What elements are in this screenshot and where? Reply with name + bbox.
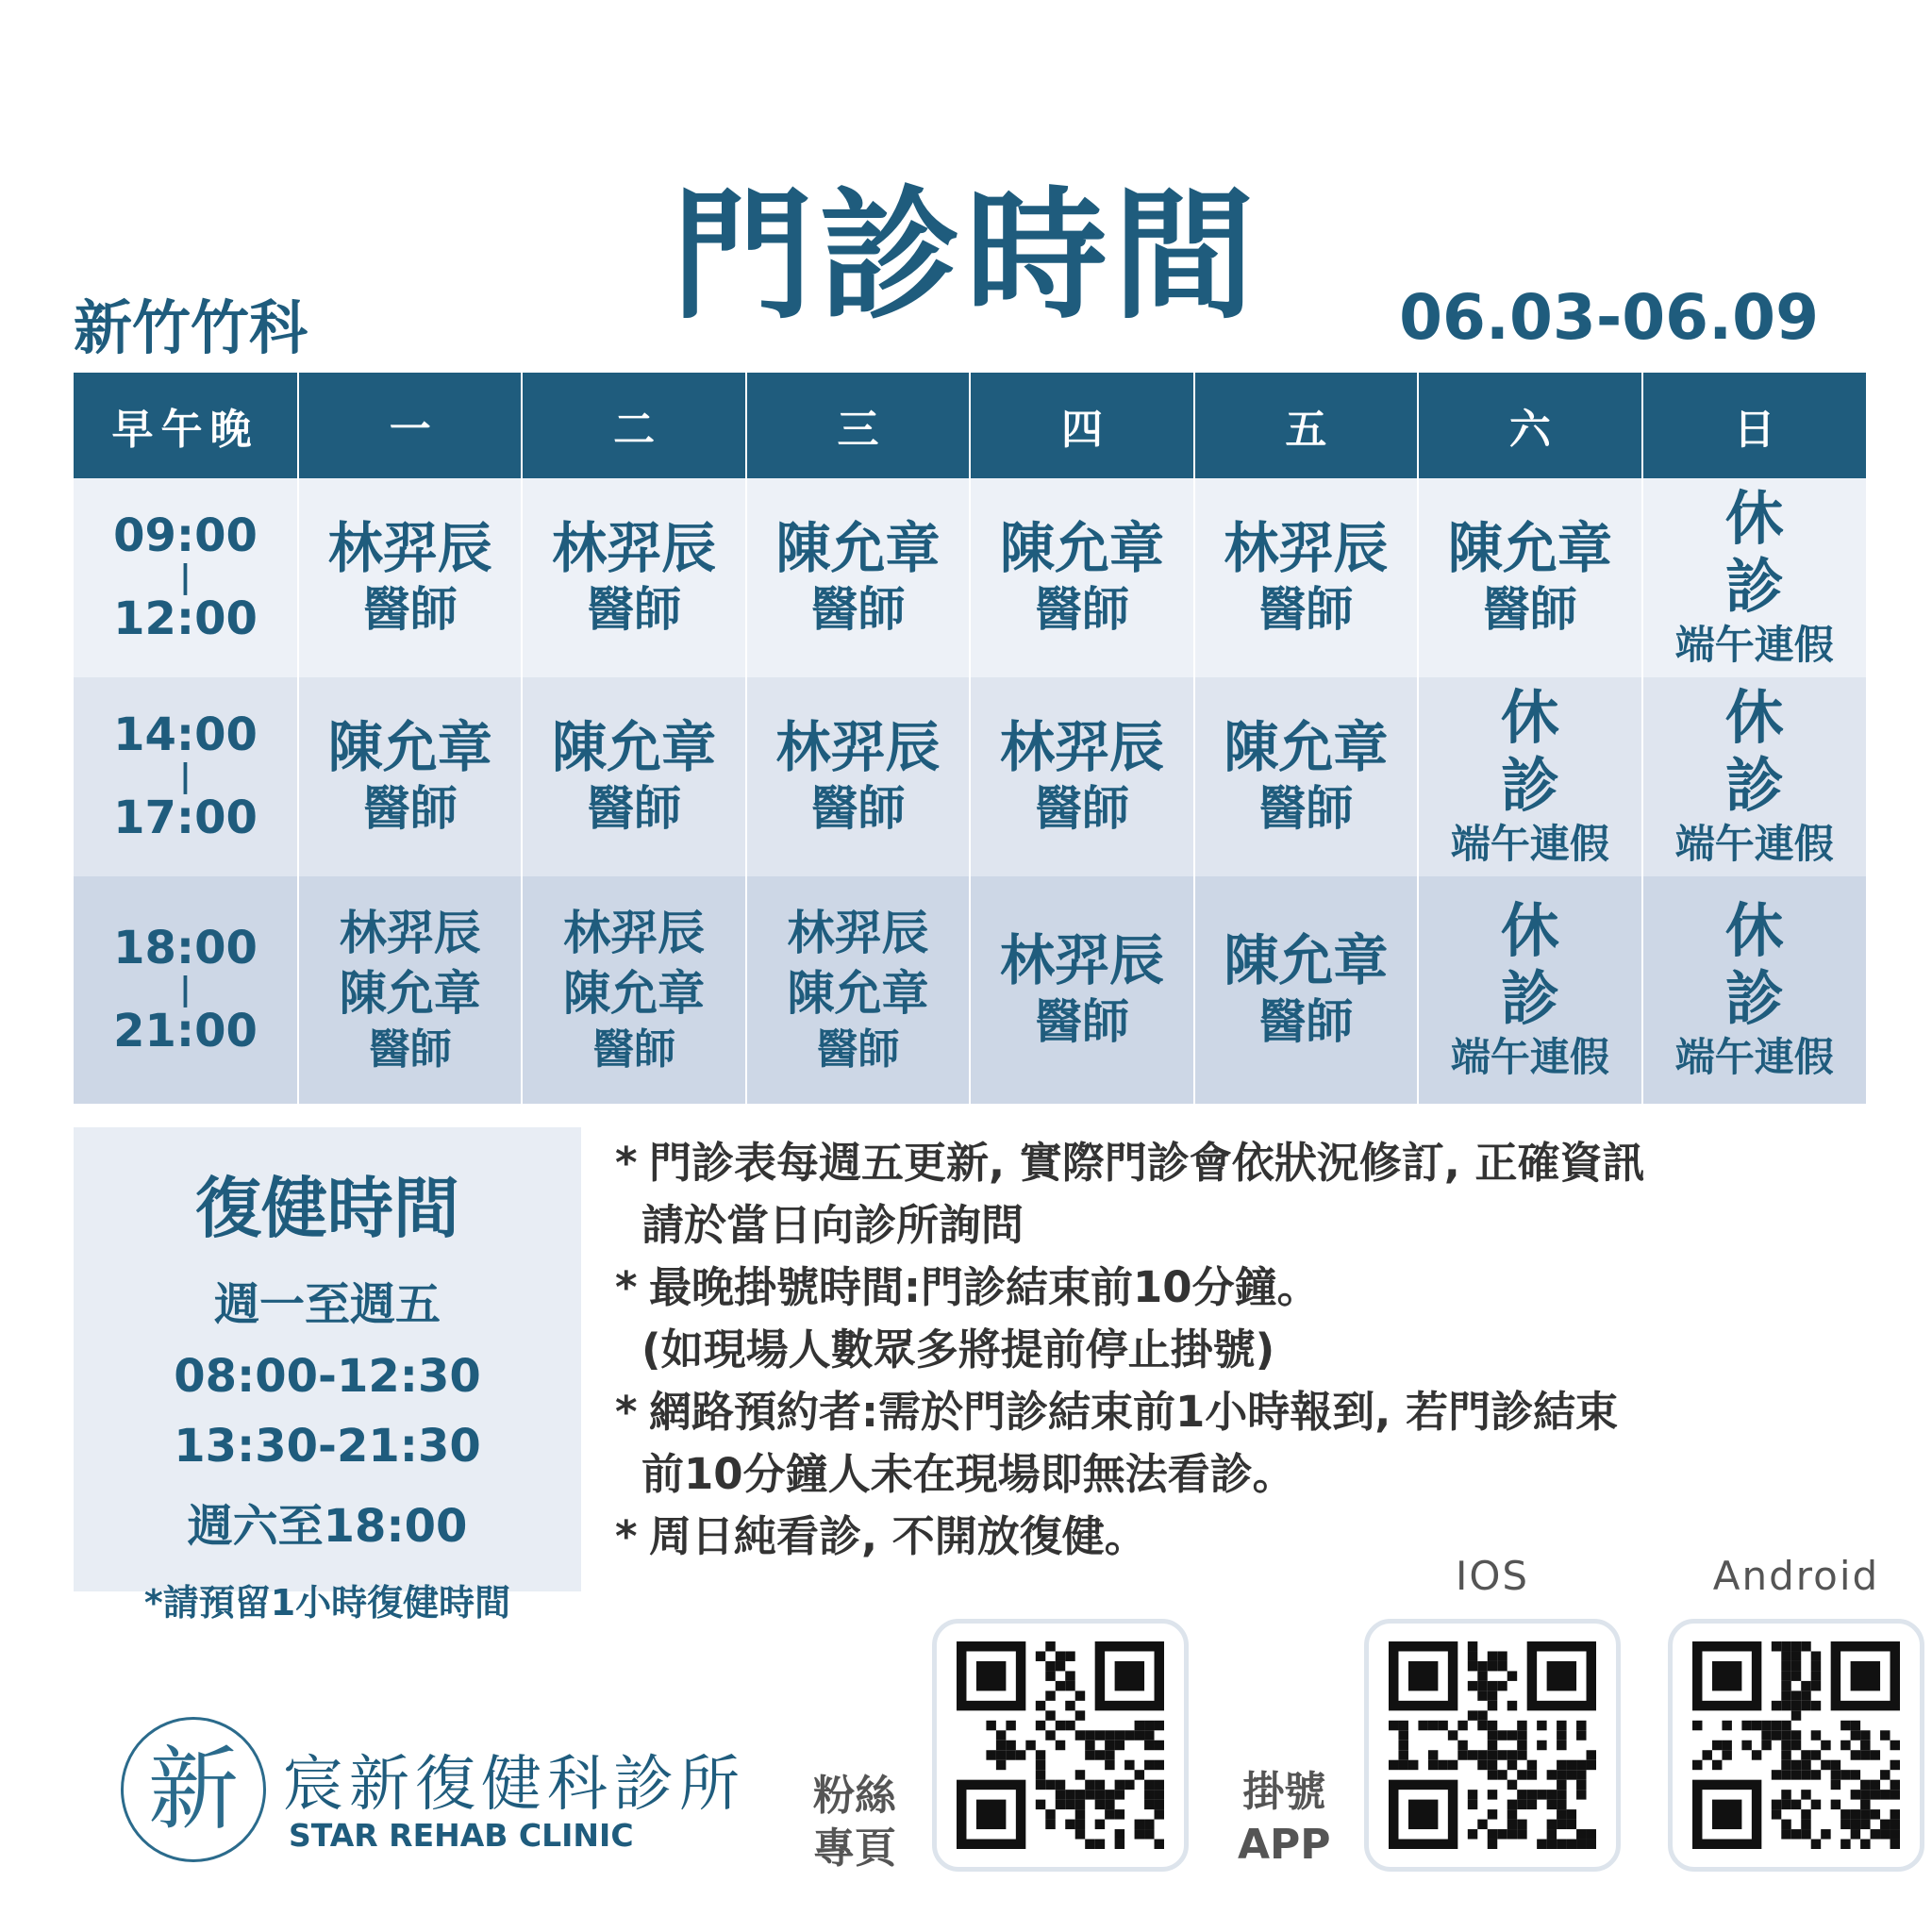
doctor-title: 醫師 [362, 781, 458, 837]
ios-qr[interactable] [1364, 1619, 1621, 1872]
rehab-note: *請預留1小時復健時間 [143, 1582, 511, 1624]
schedule-cell [970, 876, 1193, 1104]
doctor-name: 陳允章 [339, 966, 481, 1022]
note-bullet: * [615, 1511, 638, 1561]
app-label [1238, 1766, 1331, 1872]
app-label-line: 掛號 [1242, 1768, 1326, 1816]
doctor-title: 醫師 [1258, 994, 1354, 1050]
closed-label: 休診 [1500, 896, 1597, 1034]
note-text-cont: 請於當日向診所詢問 [641, 1200, 1024, 1250]
schedule-cell [970, 677, 1193, 876]
app-label-line: APP [1238, 1821, 1331, 1869]
doctor-title: 醫師 [816, 1025, 900, 1074]
schedule-cell [298, 876, 522, 1104]
schedule-cell [746, 677, 970, 876]
note-item [615, 1257, 1860, 1381]
table-row [74, 876, 1866, 1104]
doctor-name: 林羿辰 [999, 715, 1164, 780]
clinic-name-cn: 宸新復健科診所 [283, 1750, 745, 1820]
note-bullet: * [615, 1387, 638, 1437]
closed-reason: 端午連假 [1674, 622, 1834, 669]
closed-cell [1418, 677, 1641, 876]
ios-label: IOS [1455, 1553, 1530, 1599]
note-text-cont: 前10分鐘人未在現場即無法看診。 [641, 1449, 1295, 1499]
fanpage-qr[interactable] [932, 1619, 1189, 1872]
closed-cell [1418, 876, 1641, 1104]
schedule-cell [522, 478, 745, 677]
fanpage-label-line: 專頁 [813, 1824, 896, 1873]
time-separator: | [179, 558, 192, 597]
schedule-cell [522, 876, 745, 1104]
doctor-title: 醫師 [1258, 781, 1354, 837]
schedule-cell [1418, 478, 1641, 677]
note-item [615, 1381, 1860, 1506]
time-slot [74, 876, 298, 1104]
note-bullet: * [615, 1262, 638, 1312]
doctor-name: 林羿辰 [1224, 516, 1389, 581]
schedule-cell [970, 478, 1193, 677]
time-end: 12:00 [113, 592, 258, 646]
doctor-name: 林羿辰 [552, 516, 717, 581]
note-text: 網路預約者:需於門診結束前1小時報到, 若門診結束 [649, 1387, 1619, 1437]
header-row [74, 373, 1866, 478]
doctor-name: 陳允章 [787, 966, 929, 1022]
doctor-name: 陳允章 [775, 516, 941, 581]
doctor-title: 醫師 [592, 1025, 676, 1074]
time-slot [74, 478, 298, 677]
note-text: 周日純看診, 不開放復健。 [649, 1511, 1147, 1561]
table-row [74, 677, 1866, 876]
time-slot [74, 677, 298, 876]
doctor-name: 林羿辰 [999, 928, 1164, 993]
time-end: 21:00 [113, 1005, 258, 1058]
doctor-name: 林羿辰 [327, 516, 492, 581]
schedule-cell [298, 478, 522, 677]
doctor-name: 陳允章 [552, 715, 717, 780]
doctor-title: 醫師 [368, 1025, 452, 1074]
doctor-name: 林羿辰 [563, 906, 706, 961]
note-text-cont: (如現場人數眾多將提前停止掛號) [641, 1324, 1275, 1374]
schedule-cell [1194, 478, 1418, 677]
time-start: 18:00 [113, 922, 258, 975]
note-text: 最晚掛號時間:門診結束前10分鐘。 [649, 1262, 1320, 1312]
closed-reason: 端午連假 [1450, 821, 1609, 868]
closed-cell [1642, 876, 1866, 1104]
table-row [74, 478, 1866, 677]
android-label: Android [1712, 1553, 1880, 1599]
closed-reason: 端午連假 [1674, 821, 1834, 868]
schedule-cell [746, 478, 970, 677]
time-separator: | [179, 758, 192, 796]
doctor-name: 陳允章 [1447, 516, 1612, 581]
doctor-title: 醫師 [1034, 994, 1129, 1050]
schedule-cell [298, 677, 522, 876]
clinic-logo-icon: 新 [121, 1717, 266, 1862]
rehab-line: 週一至週五 [213, 1278, 441, 1331]
header-mon: 一 [298, 373, 522, 478]
time-separator: | [179, 971, 192, 1009]
doctor-name: 陳允章 [327, 715, 492, 780]
doctor-title: 醫師 [587, 781, 682, 837]
schedule-table [74, 373, 1866, 1104]
doctor-title: 醫師 [810, 781, 906, 837]
doctor-title: 醫師 [1258, 582, 1354, 638]
doctor-name: 陳允章 [563, 966, 706, 1022]
doctor-name: 陳允章 [1224, 715, 1389, 780]
header-wed: 三 [746, 373, 970, 478]
rehab-line: 週六至18:00 [187, 1500, 468, 1553]
doctor-title: 醫師 [1482, 582, 1577, 638]
doctor-title: 醫師 [362, 582, 458, 638]
closed-label: 休診 [1500, 683, 1597, 821]
header-period: 早午晚 [74, 373, 298, 478]
header-sat: 六 [1418, 373, 1641, 478]
time-start: 09:00 [113, 509, 258, 563]
rehab-title: 復健時間 [195, 1170, 459, 1247]
doctor-name: 林羿辰 [787, 906, 929, 961]
doctor-name: 林羿辰 [775, 715, 941, 780]
notes-list [615, 1132, 1860, 1568]
closed-label: 休診 [1724, 896, 1822, 1034]
header-sun: 日 [1642, 373, 1866, 478]
time-end: 17:00 [113, 791, 258, 845]
header-fri: 五 [1194, 373, 1418, 478]
clinic-name-en: STAR REHAB CLINIC [289, 1817, 634, 1854]
closed-label: 休診 [1724, 683, 1822, 821]
doctor-title: 醫師 [587, 582, 682, 638]
schedule-cell [1194, 876, 1418, 1104]
header-thu: 四 [970, 373, 1193, 478]
schedule-cell [746, 876, 970, 1104]
doctor-name: 陳允章 [1224, 928, 1389, 993]
closed-reason: 端午連假 [1450, 1034, 1609, 1081]
closed-cell [1642, 677, 1866, 876]
doctor-title: 醫師 [1034, 582, 1129, 638]
rehab-line: 13:30-21:30 [174, 1420, 481, 1473]
qr-code-icon [1389, 1641, 1596, 1849]
schedule-cell [522, 677, 745, 876]
note-bullet: * [615, 1138, 638, 1188]
qr-code-icon [1692, 1641, 1900, 1849]
header-tue: 二 [522, 373, 745, 478]
rehab-hours-panel [74, 1127, 581, 1624]
note-item [615, 1132, 1860, 1257]
date-range: 06.03-06.09 [1399, 281, 1819, 354]
branch-name: 新竹竹科 [74, 293, 308, 362]
closed-label: 休診 [1724, 484, 1822, 622]
note-text: 門診表每週五更新, 實際門診會依狀況修訂, 正確資訊 [649, 1138, 1645, 1188]
doctor-title: 醫師 [810, 582, 906, 638]
page-title: 門診時間 [671, 175, 1260, 339]
closed-reason: 端午連假 [1674, 1034, 1834, 1081]
fanpage-label-line: 粉絲 [813, 1772, 896, 1820]
doctor-name: 陳允章 [999, 516, 1164, 581]
schedule-cell [1194, 677, 1418, 876]
doctor-title: 醫師 [1034, 781, 1129, 837]
time-start: 14:00 [113, 708, 258, 762]
rehab-line: 08:00-12:30 [174, 1350, 481, 1403]
android-qr[interactable] [1668, 1619, 1924, 1872]
fanpage-label [813, 1770, 896, 1875]
closed-cell [1642, 478, 1866, 677]
doctor-name: 林羿辰 [339, 906, 481, 961]
qr-code-icon [957, 1641, 1164, 1849]
